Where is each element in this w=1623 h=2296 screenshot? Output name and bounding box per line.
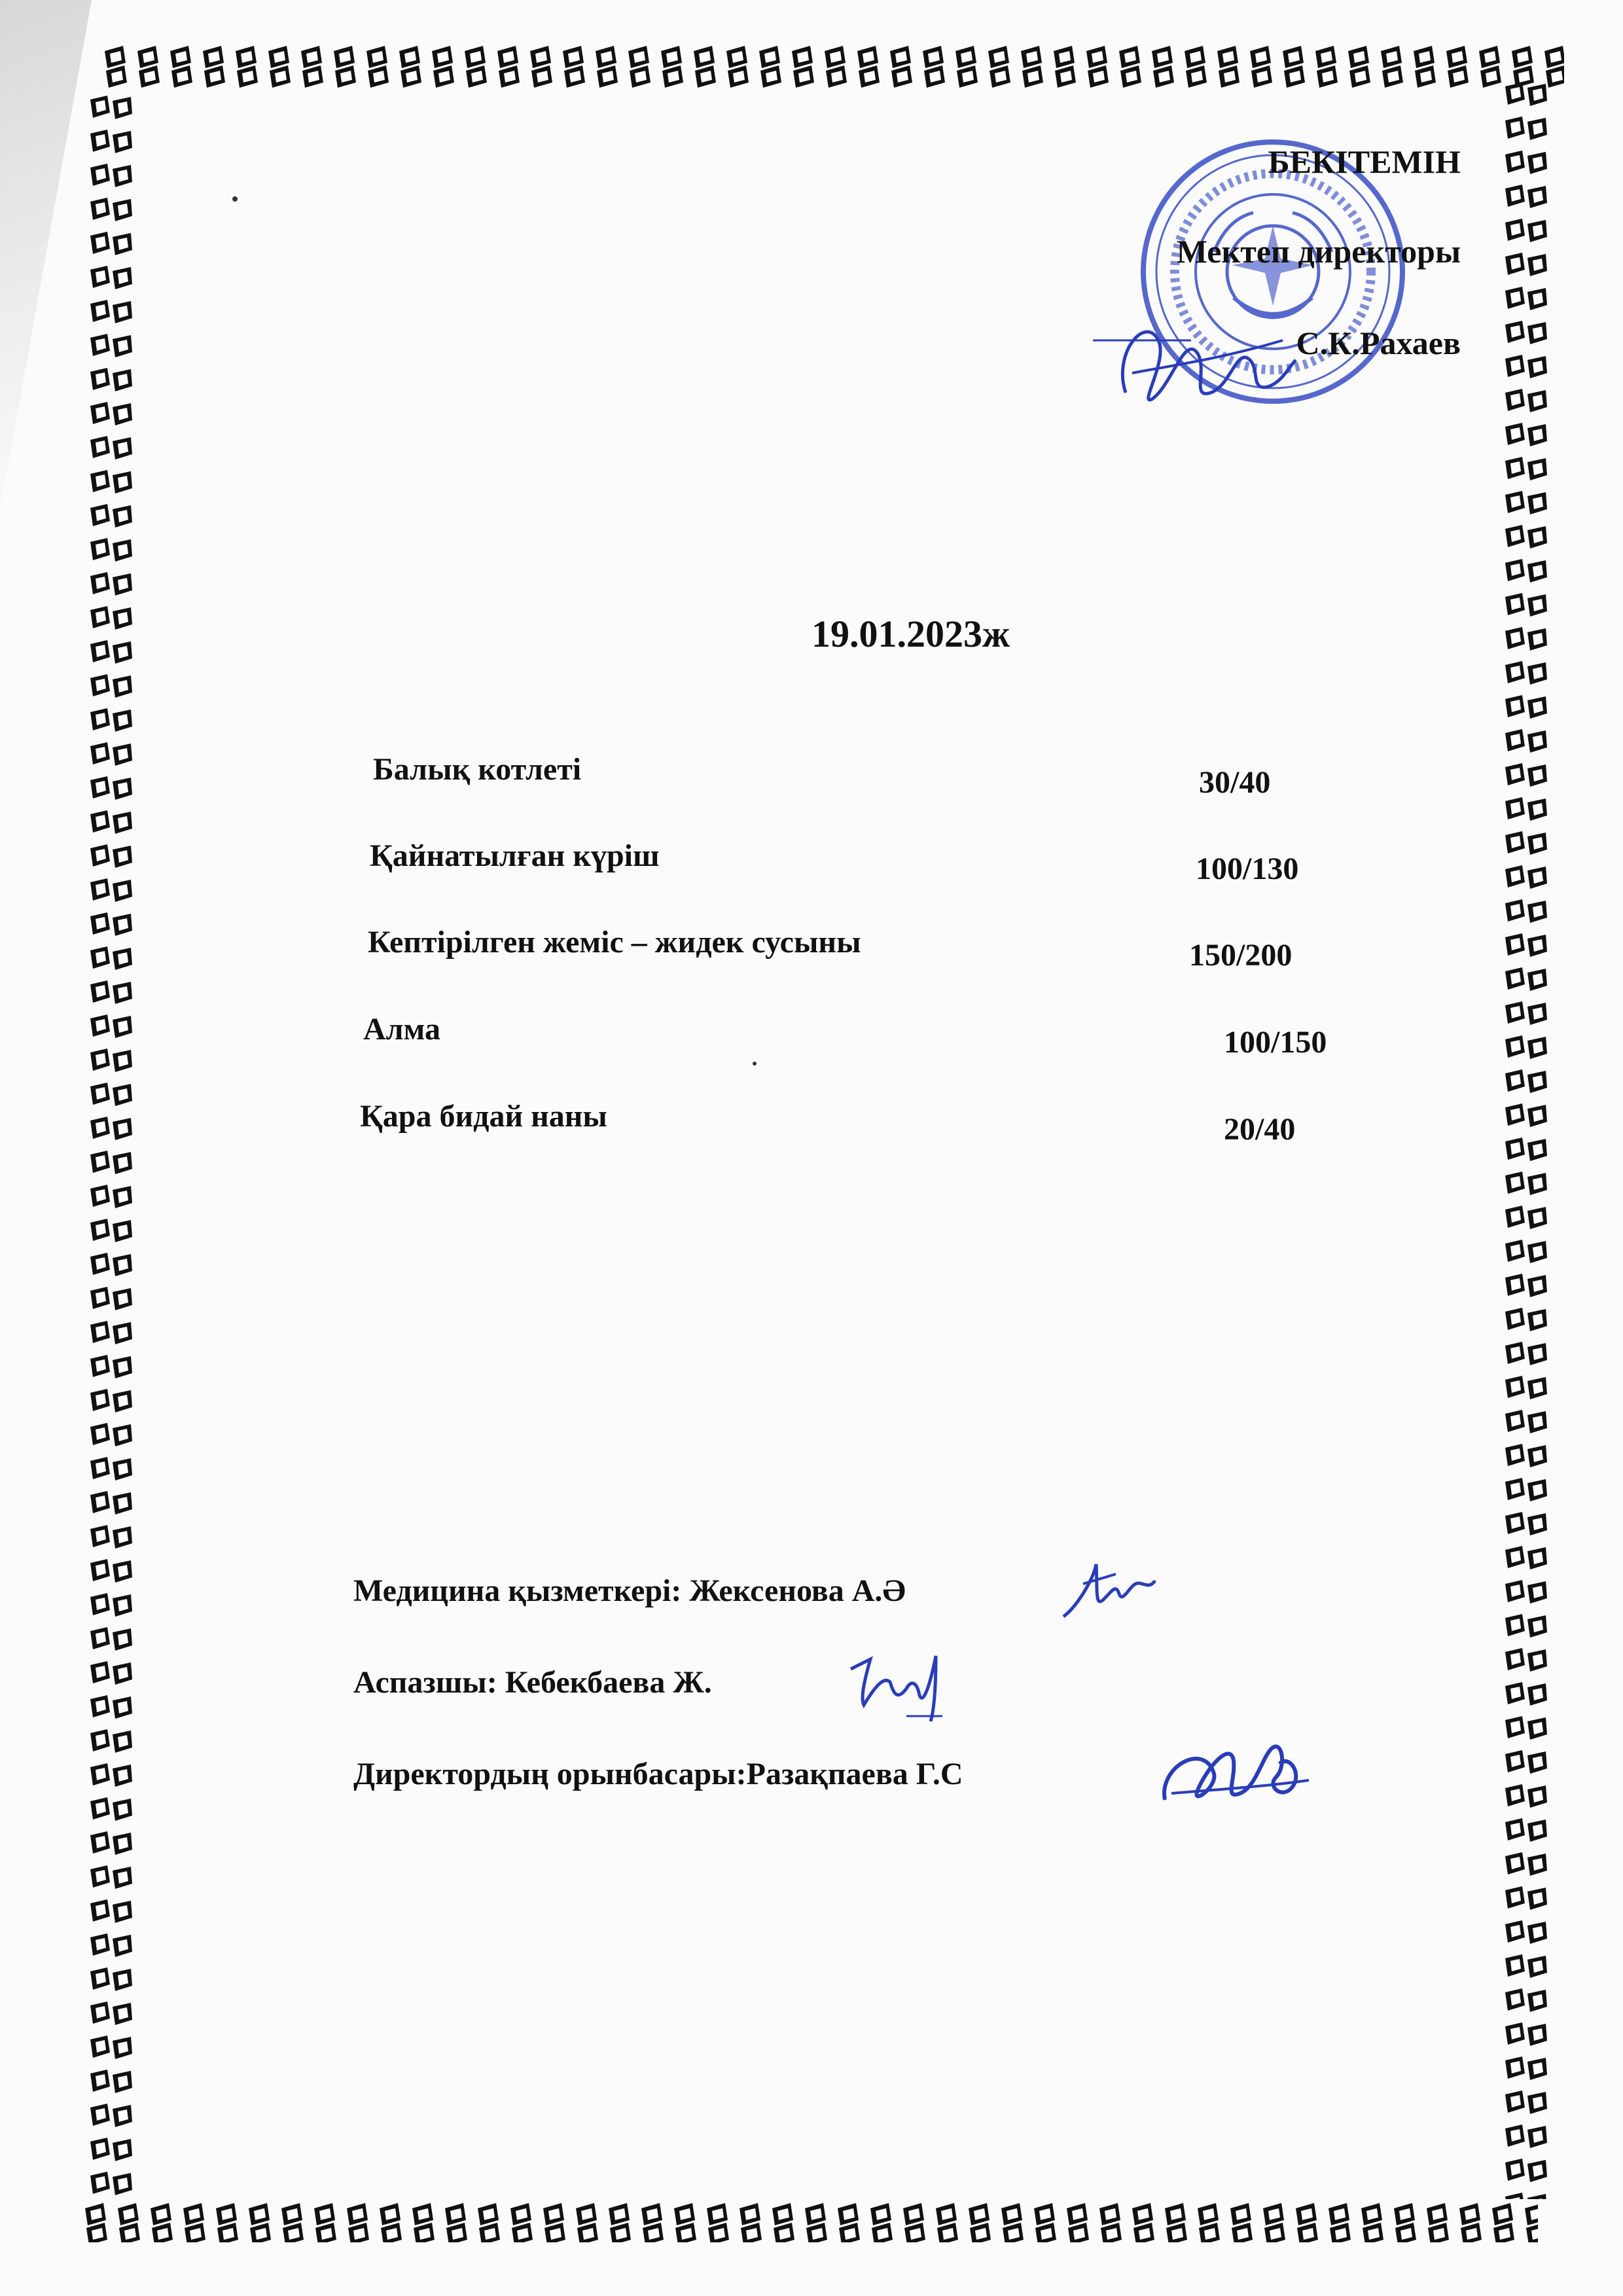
menu-item-name: Алма xyxy=(363,1012,440,1047)
menu-item-name: Балық котлеті xyxy=(373,752,582,787)
menu-item-portion: 100/150 xyxy=(1224,1025,1327,1060)
menu-item-portion: 30/40 xyxy=(1199,765,1271,800)
deputy-director-signature-icon xyxy=(1152,1728,1322,1813)
scan-shadow xyxy=(0,0,92,511)
ornamental-border-left xyxy=(85,92,136,2199)
menu-date: 19.01.2023ж xyxy=(812,613,1010,655)
director-signature-icon xyxy=(1086,295,1302,419)
ornamental-border-bottom xyxy=(79,2197,1538,2242)
scan-speck xyxy=(753,1062,757,1066)
menu-item-portion: 150/200 xyxy=(1189,938,1293,973)
ornamental-border-right xyxy=(1500,79,1551,2199)
menu-item-name: Қара бидай наны xyxy=(360,1099,607,1134)
menu-item-portion: 20/40 xyxy=(1224,1112,1296,1147)
medical-worker-signature-icon xyxy=(1057,1554,1162,1626)
approval-heading: БЕКІТЕМІН xyxy=(1268,143,1461,180)
menu-item-portion: 100/130 xyxy=(1196,852,1299,886)
ornamental-border-top xyxy=(98,39,1564,92)
scan-speck xyxy=(232,196,238,202)
approver-name: С.К.Рахаев xyxy=(1296,325,1461,361)
menu-item-name: Қайнатылған күріш xyxy=(370,838,660,873)
staff-deputy-director: Директордың орынбасары:Разақпаева Г.С xyxy=(353,1757,963,1791)
cook-signature-icon xyxy=(844,1643,955,1728)
staff-cook: Аспазшы: Кебекбаева Ж. xyxy=(353,1665,712,1700)
staff-medical-worker: Медицина қызметкері: Жексенова А.Ә xyxy=(353,1573,906,1608)
menu-item-name: Кептірілген жеміс – жидек сусыны xyxy=(368,925,861,960)
approver-role: Мектеп директоры xyxy=(1176,233,1461,270)
